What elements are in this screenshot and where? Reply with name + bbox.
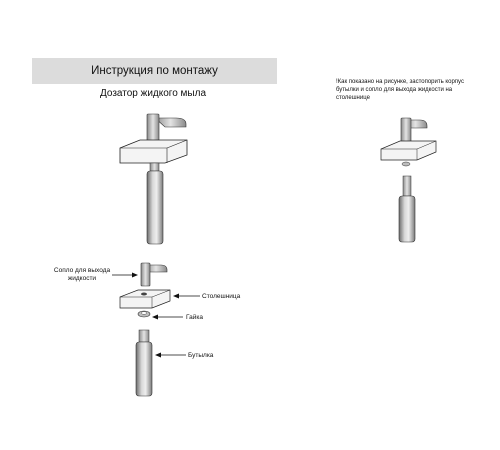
label-bottle: Бутылка — [188, 352, 214, 359]
assembled-dispenser — [120, 114, 187, 244]
subtitle: Дозатор жидкого мыла — [100, 88, 207, 99]
installation-note: !Как показано на рисунке, застопорить корпус бутылки и сопло для выхода жидкости на столешнице — [336, 79, 464, 101]
page-title: Инструкция по монтажу — [91, 65, 218, 77]
label-nut: Гайка — [186, 314, 204, 321]
label-countertop: Столешница — [202, 293, 241, 300]
exploded-view — [120, 263, 170, 396]
arrows — [112, 273, 200, 358]
right-exploded-view — [381, 118, 436, 242]
label-nozzle: Сопло для выхода жидкости — [53, 267, 111, 282]
nut-shape — [138, 311, 150, 317]
